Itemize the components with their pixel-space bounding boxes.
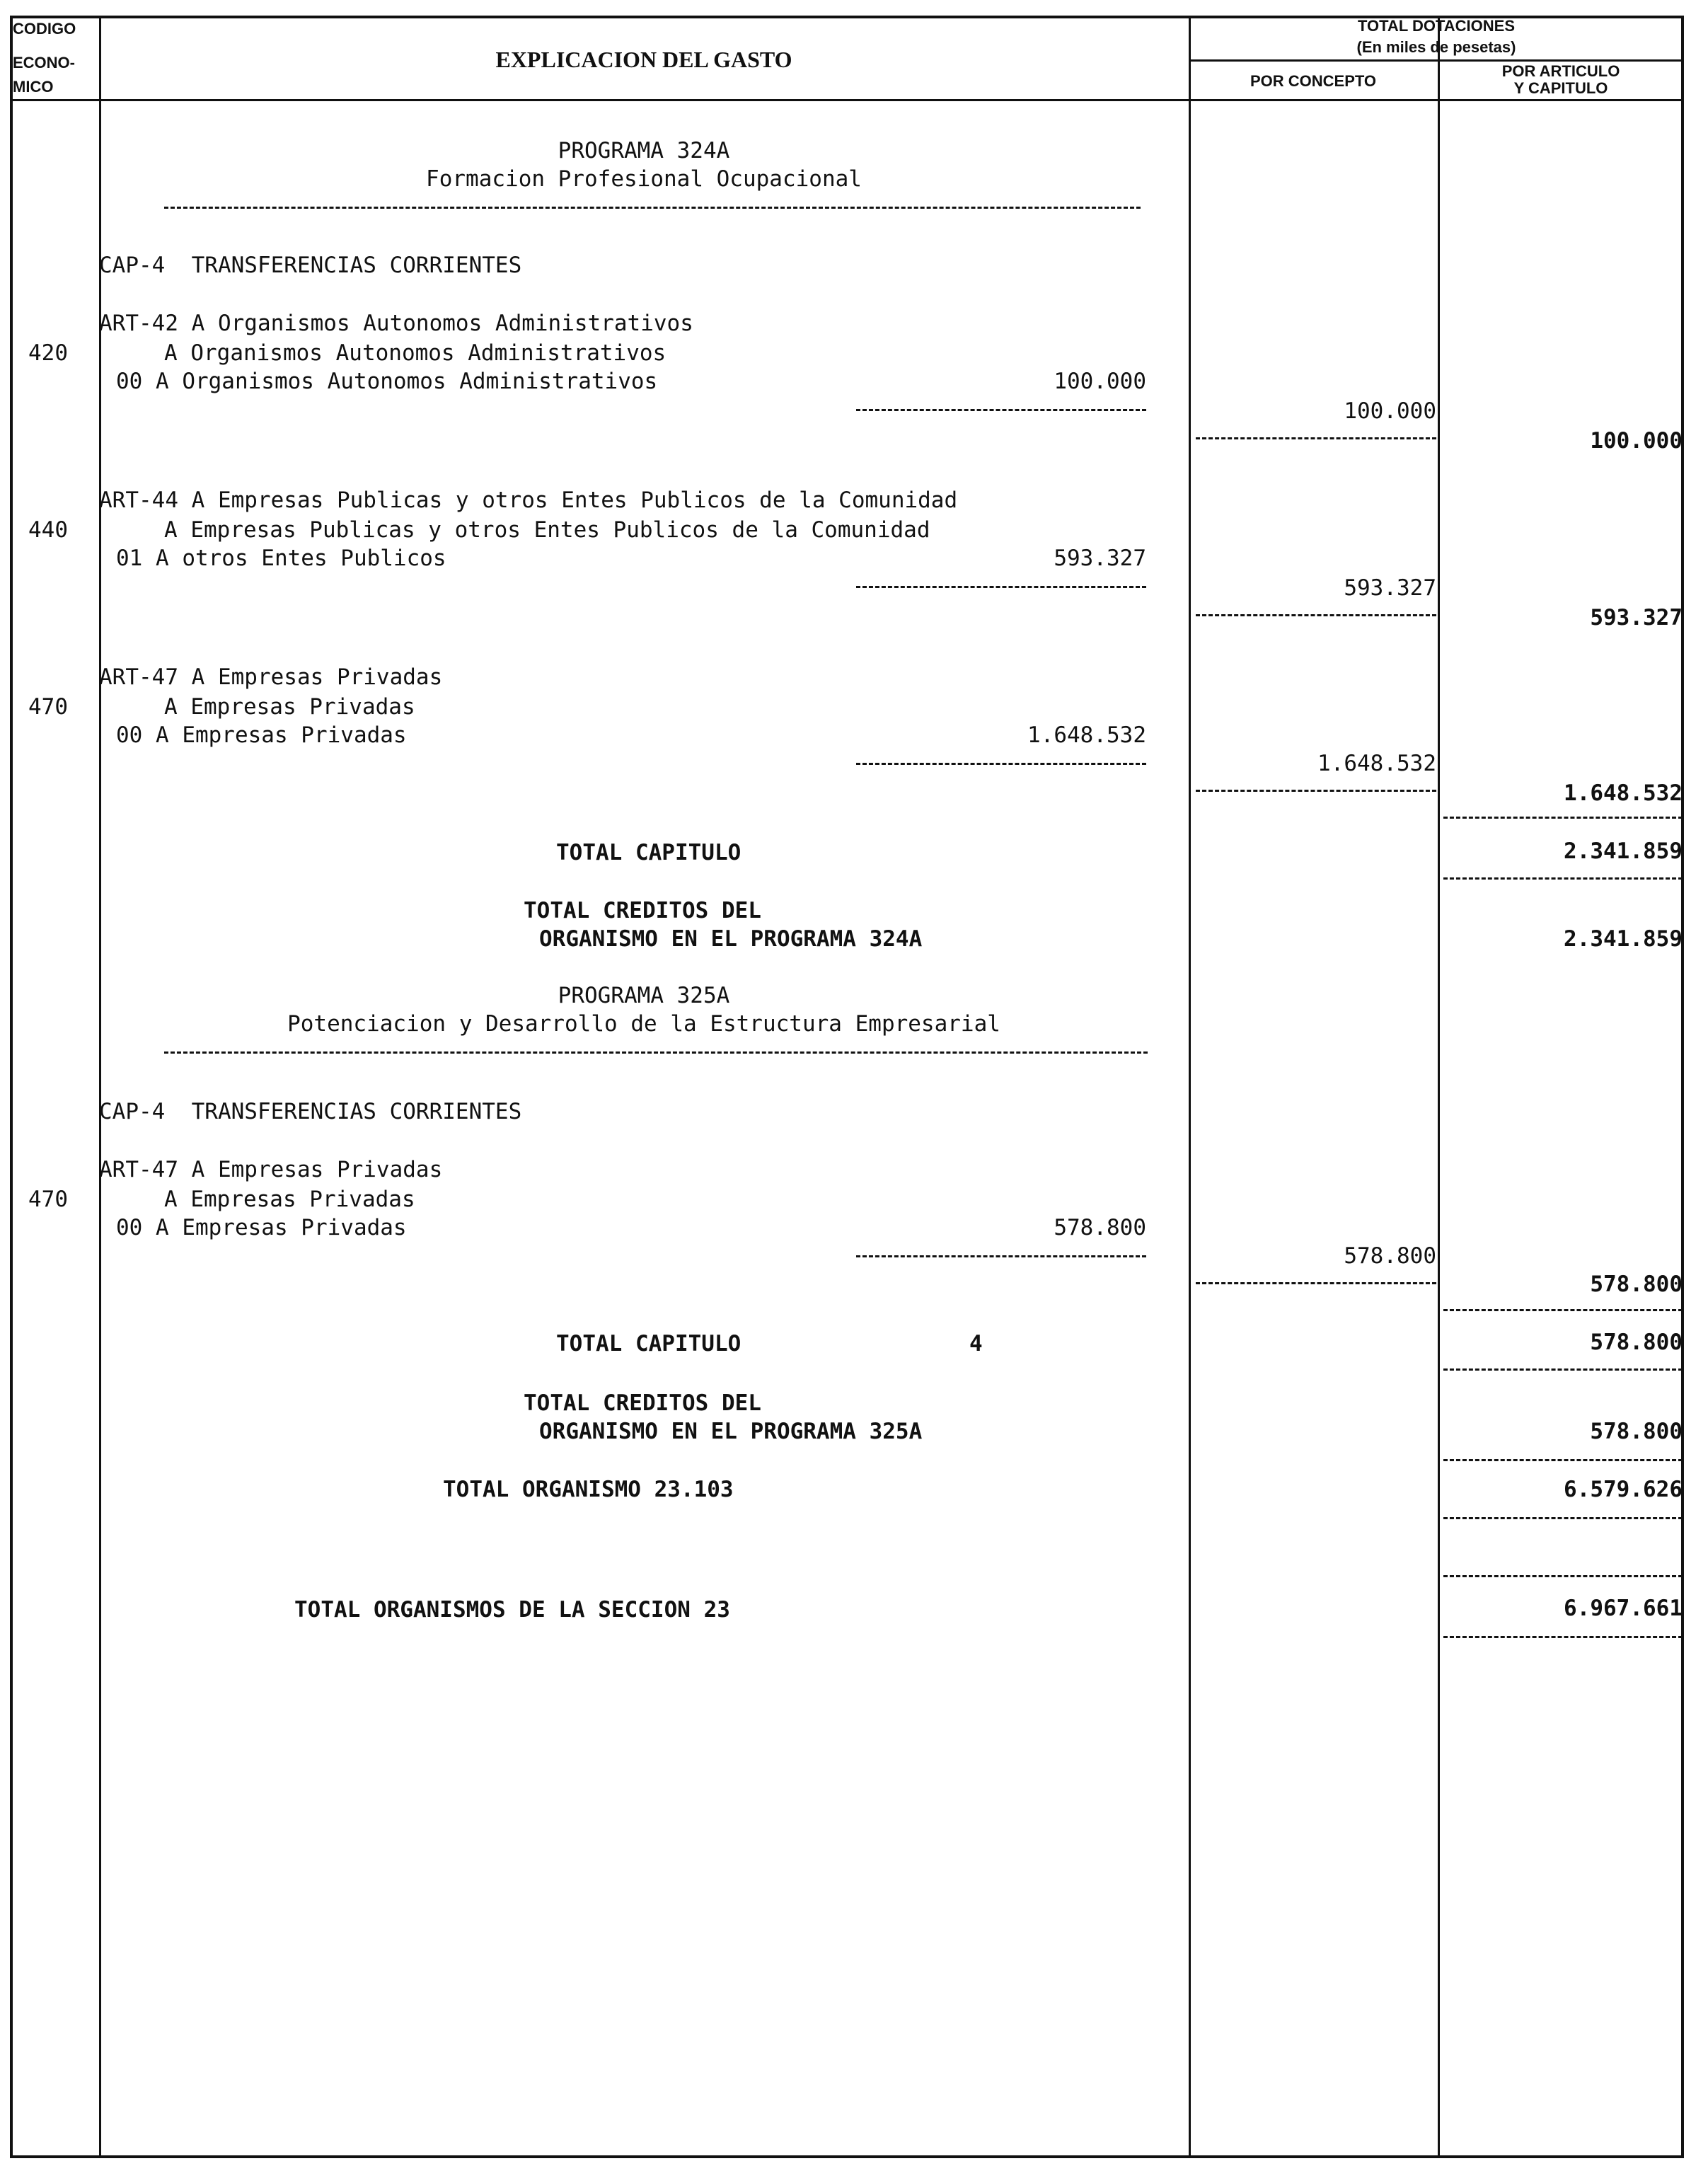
art-47-title: ART-47 A Empresas Privadas (99, 664, 443, 690)
capitulo-2-dash-bottom (1443, 1369, 1683, 1371)
program-2-creditos-line-2: ORGANISMO EN EL PROGRAMA 325A (539, 1419, 923, 1444)
concepto-column-rule-left (1189, 16, 1191, 2158)
art-47-concepto-total: 1.648.532 (1317, 751, 1436, 776)
art-44-amount: 593.327 (1054, 546, 1146, 571)
codigo-column-rule (99, 16, 101, 2158)
program-2-art-47-sub: 00 A Empresas Privadas (116, 1215, 407, 1240)
program-1-creditos-total: 2.341.859 (1564, 926, 1683, 952)
program-2-art-47-concepto-total: 578.800 (1344, 1243, 1436, 1269)
art-44-code: 440 (28, 517, 68, 543)
art-42-concepto-total: 100.000 (1344, 398, 1436, 424)
art-42-sub: 00 A Organismos Autonomos Administrativos (116, 369, 658, 394)
program-1-total-capitulo: 2.341.859 (1564, 839, 1683, 864)
art-47-code: 470 (28, 694, 68, 720)
header-bottom-rule (10, 99, 1684, 101)
program-1-cap: CAP-4 TRANSFERENCIAS CORRIENTES (99, 253, 522, 278)
page-frame (10, 16, 1684, 2158)
art-47-concepto-dash (1196, 790, 1436, 792)
art-42-articulo-total: 100.000 (1590, 428, 1683, 454)
capitulo-2-dash-top (1443, 1309, 1683, 1311)
art-42-amount: 100.000 (1054, 369, 1146, 394)
program-2-art-47-concept: A Empresas Privadas (164, 1187, 415, 1212)
art-47-amount-dash (856, 763, 1146, 765)
art-44-concepto-total: 593.327 (1344, 575, 1436, 601)
art-42-code: 420 (28, 340, 68, 366)
explicacion-header: EXPLICACION DEL GASTO (495, 47, 792, 72)
art-44-concepto-dash (1196, 614, 1436, 616)
program-1-creditos-line-2: ORGANISMO EN EL PROGRAMA 324A (539, 926, 923, 952)
art-44-concept: A Empresas Publicas y otros Entes Publicos de la Comunidad (164, 517, 930, 543)
program-2-title: PROGRAMA 325A (558, 983, 730, 1008)
miles-pesetas-header: (En miles de pesetas) (1356, 38, 1516, 56)
header-total-split-rule (1189, 59, 1684, 62)
art-47-concept: A Empresas Privadas (164, 694, 415, 720)
por-articulo-header: POR ARTICULO (1501, 62, 1620, 80)
program-2-creditos-total: 578.800 (1590, 1419, 1683, 1444)
art-47-sub: 00 A Empresas Privadas (116, 722, 407, 748)
program-1-total-capitulo-label: TOTAL CAPITULO (556, 840, 742, 865)
program-2-dash (164, 1051, 1148, 1054)
program-2-art-47-code: 470 (28, 1187, 68, 1212)
program-2-art-47-amount: 578.800 (1054, 1215, 1146, 1240)
art-44-articulo-total: 593.327 (1590, 605, 1683, 630)
creditos-2-dash (1443, 1459, 1683, 1461)
program-2-total-capitulo-label: TOTAL CAPITULO (556, 1331, 742, 1356)
program-1-creditos-line-1: TOTAL CREDITOS DEL (524, 898, 761, 923)
program-2-name: Potenciacion y Desarrollo de la Estructura Empresarial (287, 1011, 1000, 1037)
program-1-title: PROGRAMA 324A (558, 138, 730, 163)
total-organismo: 6.579.626 (1564, 1477, 1683, 1502)
program-2-cap: CAP-4 TRANSFERENCIAS CORRIENTES (99, 1099, 522, 1124)
art-42-concept: A Organismos Autonomos Administrativos (164, 340, 667, 366)
por-concepto-header: POR CONCEPTO (1250, 72, 1377, 90)
total-seccion: 6.967.661 (1564, 1596, 1683, 1621)
capitulo-1-dash-bottom (1443, 877, 1683, 880)
program-2-total-capitulo: 578.800 (1590, 1330, 1683, 1355)
art-44-amount-dash (856, 586, 1146, 588)
program-2-art-47-concepto-dash (1196, 1282, 1436, 1284)
total-dotaciones-header: TOTAL DOTACIONES (1357, 17, 1516, 35)
art-42-title: ART-42 A Organismos Autonomos Administrativos (99, 311, 693, 336)
codigo-header-3: MICO (13, 78, 54, 96)
program-2-creditos-line-1: TOTAL CREDITOS DEL (524, 1390, 761, 1416)
codigo-header-1: CODIGO (13, 20, 76, 38)
organismo-dash-2 (1443, 1575, 1683, 1577)
program-1-name: Formacion Profesional Ocupacional (426, 166, 862, 192)
codigo-header-2: ECONO- (13, 54, 75, 71)
program-2-art-47-articulo-total: 578.800 (1590, 1272, 1683, 1297)
concepto-column-rule-right (1438, 16, 1440, 2158)
art-47-articulo-total: 1.648.532 (1564, 780, 1683, 806)
program-2-total-capitulo-num: 4 (969, 1331, 983, 1356)
art-42-amount-dash (856, 409, 1146, 411)
total-organismo-label: TOTAL ORGANISMO 23.103 (443, 1477, 734, 1502)
art-47-amount: 1.648.532 (1027, 722, 1146, 748)
art-42-concepto-dash (1196, 437, 1436, 439)
art-44-title: ART-44 A Empresas Publicas y otros Entes Publicos de la Comunidad (99, 488, 958, 513)
program-2-art-47-title: ART-47 A Empresas Privadas (99, 1157, 443, 1182)
y-capitulo-header: Y CAPITULO (1513, 79, 1608, 97)
program-1-dash (164, 207, 1141, 209)
total-seccion-label: TOTAL ORGANISMOS DE LA SECCION 23 (294, 1597, 730, 1623)
capitulo-1-dash-top (1443, 817, 1683, 819)
program-2-art-47-amount-dash (856, 1255, 1146, 1257)
art-44-sub: 01 A otros Entes Publicos (116, 546, 446, 571)
seccion-dash (1443, 1636, 1683, 1638)
organismo-dash-1 (1443, 1517, 1683, 1519)
